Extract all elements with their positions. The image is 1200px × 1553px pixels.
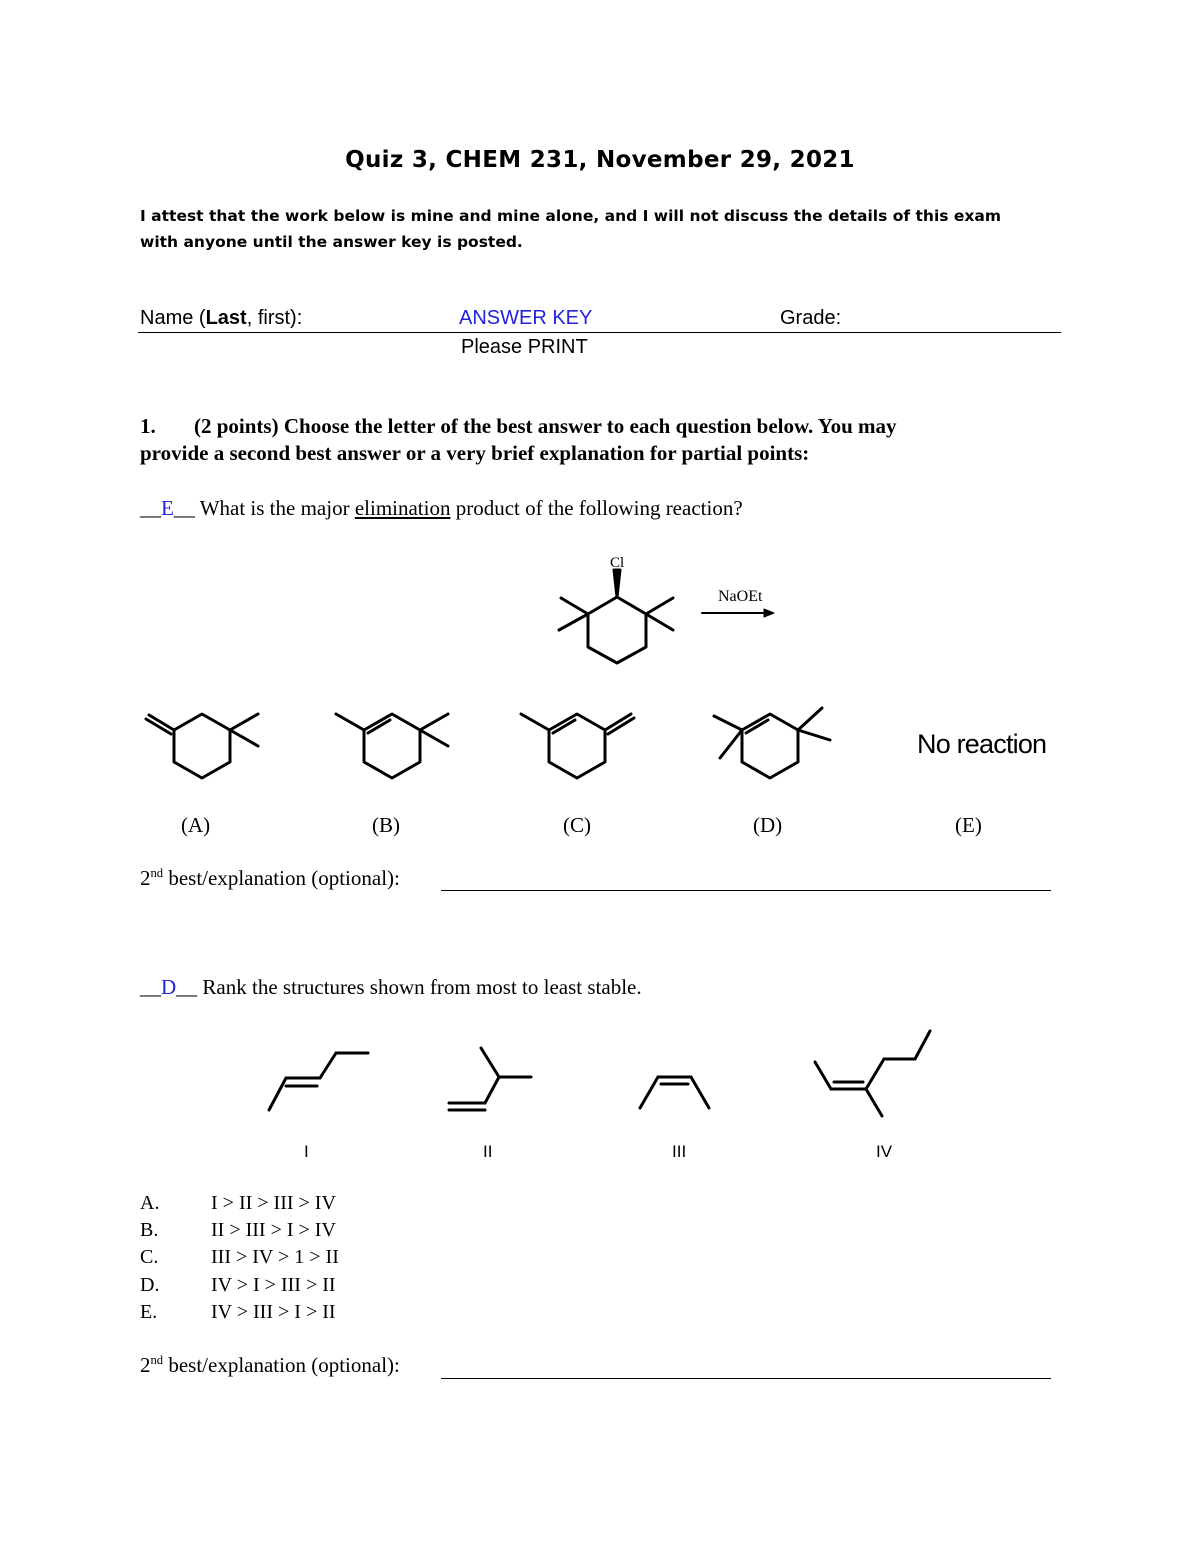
option-letter: E. (140, 1301, 158, 1323)
grade-label: Grade: (780, 307, 842, 329)
attestation-line-1: I attest that the work below is mine and mine alone, and I will not discuss the details of this exam (140, 207, 1001, 225)
option-letter: B. (140, 1219, 159, 1241)
choice-a-structure (140, 700, 270, 790)
choice-label-a: (A) (181, 813, 211, 837)
part-b-second-best-field[interactable] (441, 1378, 1051, 1379)
choice-label-b: (B) (372, 813, 400, 837)
option-letter: C. (140, 1246, 159, 1268)
choice-label-c: (C) (563, 813, 591, 837)
option-text: I > II > III > IV (211, 1192, 336, 1214)
option-letter: D. (140, 1274, 160, 1296)
part-b-prompt: __D__ Rank the structures shown from most to least stable. (140, 975, 642, 999)
reagent-label: NaOEt (718, 588, 763, 605)
option-text: IV > I > III > II (211, 1274, 336, 1296)
option-text: II > III > I > IV (211, 1219, 336, 1241)
structure-label-iii: III (672, 1142, 687, 1161)
name-label: Name (Last, first): (140, 307, 303, 329)
choice-label-e: (E) (955, 813, 982, 837)
part-a-answer: E (161, 496, 174, 520)
structure-label-i: I (304, 1142, 309, 1161)
choice-b-structure (330, 700, 460, 790)
name-underline (138, 332, 1061, 333)
page-title: Quiz 3, CHEM 231, November 29, 2021 (345, 147, 855, 173)
question-number: 1. (140, 414, 156, 438)
structure-label-iv: IV (876, 1142, 893, 1161)
choice-e-text: No reaction (917, 729, 1047, 759)
structure-iv (805, 1020, 945, 1130)
question-intro-line-2: provide a second best answer or a very brief explanation for partial points: (140, 441, 810, 465)
attestation-line-2: with anyone until the answer key is posted. (140, 233, 523, 251)
structure-i (262, 1040, 382, 1120)
option-text: III > IV > 1 > II (211, 1246, 339, 1268)
structure-ii (440, 1040, 550, 1120)
chlorine-label: Cl (610, 555, 625, 571)
part-b-answer: D (161, 975, 177, 999)
question-intro-line-1: (2 points) Choose the letter of the best answer to each question below. You may (194, 414, 897, 438)
print-hint: Please PRINT (461, 336, 588, 358)
name-value: ANSWER KEY (459, 307, 593, 329)
part-b-second-best-label: 2nd best/explanation (optional): (140, 1353, 400, 1377)
choice-d-structure (708, 700, 838, 790)
part-a-second-best-label: 2nd best/explanation (optional): (140, 866, 400, 890)
option-letter: A. (140, 1192, 160, 1214)
part-a-second-best-field[interactable] (441, 890, 1051, 891)
choice-label-d: (D) (753, 813, 783, 837)
part-a-prompt: __E__ What is the major elimination product of the following reaction? (140, 496, 743, 520)
structure-iii (630, 1060, 725, 1120)
structure-label-ii: II (483, 1142, 493, 1161)
choice-c-structure (515, 700, 645, 790)
reaction-arrow (700, 605, 780, 621)
option-text: IV > III > I > II (211, 1301, 336, 1323)
